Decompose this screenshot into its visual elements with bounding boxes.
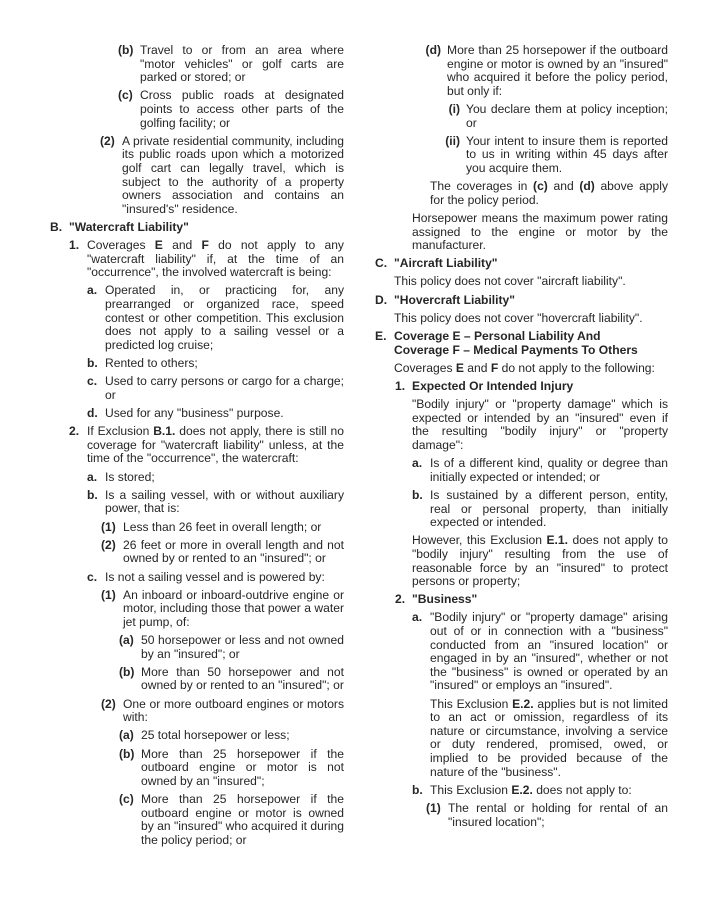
item-label: (b)	[119, 664, 135, 679]
item-label: (2)	[101, 696, 116, 711]
item-label: c.	[87, 374, 98, 389]
section-label: B.	[50, 219, 63, 234]
exclusion-b2c1b	[50, 666, 344, 693]
item-label: (c)	[118, 88, 133, 103]
section-title: "Watercraft Liability"	[69, 219, 189, 234]
item-text: 25 total horsepower or less;	[141, 728, 290, 743]
exclusion-b2b1	[50, 521, 344, 535]
exclusion-b2c2d	[375, 44, 668, 98]
exclusion-b1c	[50, 375, 344, 402]
golf-item-2	[50, 135, 344, 217]
exclusion-e2-heading	[375, 593, 668, 607]
exclusion-e2b	[375, 784, 668, 798]
exclusion-b2c2d-ii	[375, 135, 668, 176]
horsepower-note: Horsepower means the maximum power rating assigned to the engine or motor by the manufacturer.	[412, 210, 668, 253]
item-label: c.	[87, 569, 98, 584]
item-label: (1)	[426, 800, 441, 815]
exclusion-b2c	[50, 571, 344, 585]
exclusion-b2c2c	[50, 793, 344, 847]
item-text: Coverages E and F do not apply to any "watercraft liability" if, at the time of an "occurrence", the involved watercraft is being:	[87, 238, 344, 280]
item-text: 50 horsepower or less and not owned by an "insured"; or	[141, 633, 344, 661]
item-label: d.	[87, 406, 98, 420]
item-text: "Bodily injury" or "property damage" arising out of or in connection with a "business" conducted from an "insured location" or engaged in by an "insured", whether or not the "business" is owned or operated by an "insured" or employs an "insured".	[430, 610, 668, 693]
section-e-intro: Coverages E and F do not apply to the following:	[394, 360, 655, 375]
item-text: More than 50 horsepower and not owned by or rented to an "insured"; or	[141, 664, 344, 693]
item-label: a.	[87, 283, 98, 298]
section-e-heading	[375, 330, 668, 357]
item-text: 26 feet or more in overall length and not owned by or rented to an "insured"; or	[123, 537, 344, 566]
item-label: (1)	[101, 519, 116, 534]
exclusion-b2b2	[50, 539, 344, 566]
exclusion-b2a	[50, 471, 344, 485]
item-label: (d)	[425, 43, 441, 57]
item-label: (a)	[119, 633, 134, 648]
exclusion-b2b	[50, 489, 344, 516]
item-label: b.	[412, 782, 423, 797]
item-text: More than 25 horsepower if the outboard engine or motor is owned by an "insured" who acquired it before the policy period, but only if:	[447, 43, 668, 98]
item-label: a.	[412, 456, 423, 471]
item-text: Rented to others;	[105, 356, 198, 371]
item-label: (2)	[100, 133, 115, 148]
section-b-heading	[50, 221, 344, 235]
item-label: a.	[87, 469, 98, 484]
exclusion-e1a	[375, 457, 668, 484]
exclusion-b2c2d-i	[375, 103, 668, 130]
exclusion-b1d	[50, 407, 344, 421]
item-label: 1.	[395, 379, 406, 393]
item-text: Is not a sailing vessel and is powered by:	[105, 569, 325, 584]
item-text: The rental or holding for rental of an "insured location";	[448, 800, 668, 829]
exclusion-e1-text: "Bodily injury" or "property damage" which is expected or intended by an "insured" even if the resulting "bodily injury" or "property damage":	[412, 397, 668, 452]
item-text: If Exclusion B.1. does not apply, there is still no coverage for "watercraft liability" unless, at the time of the "occurrence", the watercraft:	[87, 424, 345, 466]
exclusion-b2c1	[50, 589, 344, 630]
item-text: More than 25 horsepower if the outboard engine or motor is not owned by an "insured";	[141, 746, 344, 788]
exclusion-b1	[50, 239, 344, 280]
item-label: 2.	[69, 424, 80, 439]
item-title: "Business"	[412, 592, 478, 607]
exclusion-b2	[50, 425, 344, 466]
exclusion-b2c2b	[50, 748, 344, 789]
section-c-heading	[375, 257, 668, 271]
exclusion-e2a	[375, 611, 668, 693]
left-column	[50, 44, 344, 852]
exclusion-b2c2a	[50, 729, 344, 743]
item-text: You declare them at policy inception; or	[466, 101, 668, 130]
item-label: b.	[412, 487, 423, 502]
exclusion-e1b	[375, 489, 668, 530]
item-label: (a)	[119, 728, 134, 743]
section-label: E.	[375, 329, 387, 344]
exclusion-e2a-note: This Exclusion E.2. applies but is not limited to an act or omission, regardless of its nature or circumstance, involving a service or duty rendered, promised, owed, or implied to be provided because of the nature of the "business".	[430, 696, 668, 779]
golf-item-c	[50, 89, 344, 130]
exclusion-e1-however: However, this Exclusion E.1. does not apply to "bodily injury" resulting from the use of reasonable force by an "insured" to protect persons or property;	[412, 533, 668, 589]
item-title: Expected Or Intended Injury	[412, 379, 574, 393]
item-label: 2.	[395, 592, 406, 607]
exclusion-b1b	[50, 357, 344, 371]
exclusion-b2c2	[50, 698, 344, 725]
item-text: Used to carry persons or cargo for a charge; or	[105, 374, 344, 402]
section-title: "Aircraft Liability"	[394, 256, 498, 271]
item-text: Is of a different kind, quality or degree than initially expected or intended; or	[430, 456, 668, 484]
section-d-heading	[375, 294, 668, 308]
item-label: 1.	[69, 238, 80, 253]
exclusion-b1a	[50, 284, 344, 352]
section-d-text: This policy does not cover "hovercraft liability".	[394, 310, 643, 325]
item-label: (1)	[101, 587, 116, 602]
exclusion-e2b1	[375, 802, 668, 829]
item-text: This Exclusion E.2. does not apply to:	[430, 782, 632, 797]
item-text: Less than 26 feet in overall length; or	[123, 519, 322, 534]
item-text: Used for any "business" purpose.	[105, 406, 284, 420]
item-text: Your intent to insure them is reported to us in writing within 45 days after you acquire them.	[466, 133, 668, 175]
item-label: (ii)	[445, 133, 460, 148]
section-title: "Hovercraft Liability"	[394, 292, 516, 307]
coverages-note: The coverages in (c) and (d) above apply for the policy period.	[430, 179, 668, 207]
item-label: (c)	[119, 791, 134, 806]
item-label: b.	[87, 487, 98, 502]
section-c-text: This policy does not cover "aircraft liability".	[394, 274, 626, 289]
item-text: Is stored;	[105, 469, 155, 484]
item-text: Cross public roads at designated points to access other parts of the golfing facility; or	[140, 88, 344, 130]
right-column	[375, 44, 668, 834]
item-text: Travel to or from an area where "motor vehicles" or golf carts are parked or stored; or	[140, 43, 344, 85]
item-label: (b)	[118, 43, 134, 57]
item-text: Operated in, or practicing for, any prearranged or organized race, speed contest or other competition. This exclusion does not apply to a sailing vessel or a predicted log cruise;	[105, 283, 344, 352]
item-text: Is a sailing vessel, with or without auxiliary power, that is:	[105, 487, 344, 516]
exclusion-e1-heading	[375, 380, 668, 394]
item-label: (i)	[448, 101, 460, 116]
item-text: An inboard or inboard-outdrive engine or motor, including those that power a water jet pump, of:	[123, 587, 344, 629]
item-label: (b)	[119, 746, 135, 761]
item-text: One or more outboard engines or motors with:	[123, 696, 344, 725]
item-label: a.	[412, 610, 423, 625]
section-title: Coverage E – Personal Liability And Coverage F – Medical Payments To Others	[394, 329, 638, 357]
item-label: b.	[87, 356, 98, 371]
item-text: A private residential community, including its public roads upon which a motorized golf cart can legally travel, which is subject to the authority of a property owners association and contains an "insured's" residence.	[122, 133, 344, 216]
section-label: D.	[375, 292, 388, 307]
item-text: Is sustained by a different person, entity, real or personal property, than initially expected or intended.	[430, 487, 668, 530]
item-text: More than 25 horsepower if the outboard engine or motor is owned by an "insured" who acquired it during the policy period; or	[141, 791, 344, 847]
section-label: C.	[375, 256, 388, 271]
golf-item-b	[50, 44, 344, 85]
item-label: (2)	[101, 537, 116, 552]
exclusion-b2c1a	[50, 634, 344, 661]
